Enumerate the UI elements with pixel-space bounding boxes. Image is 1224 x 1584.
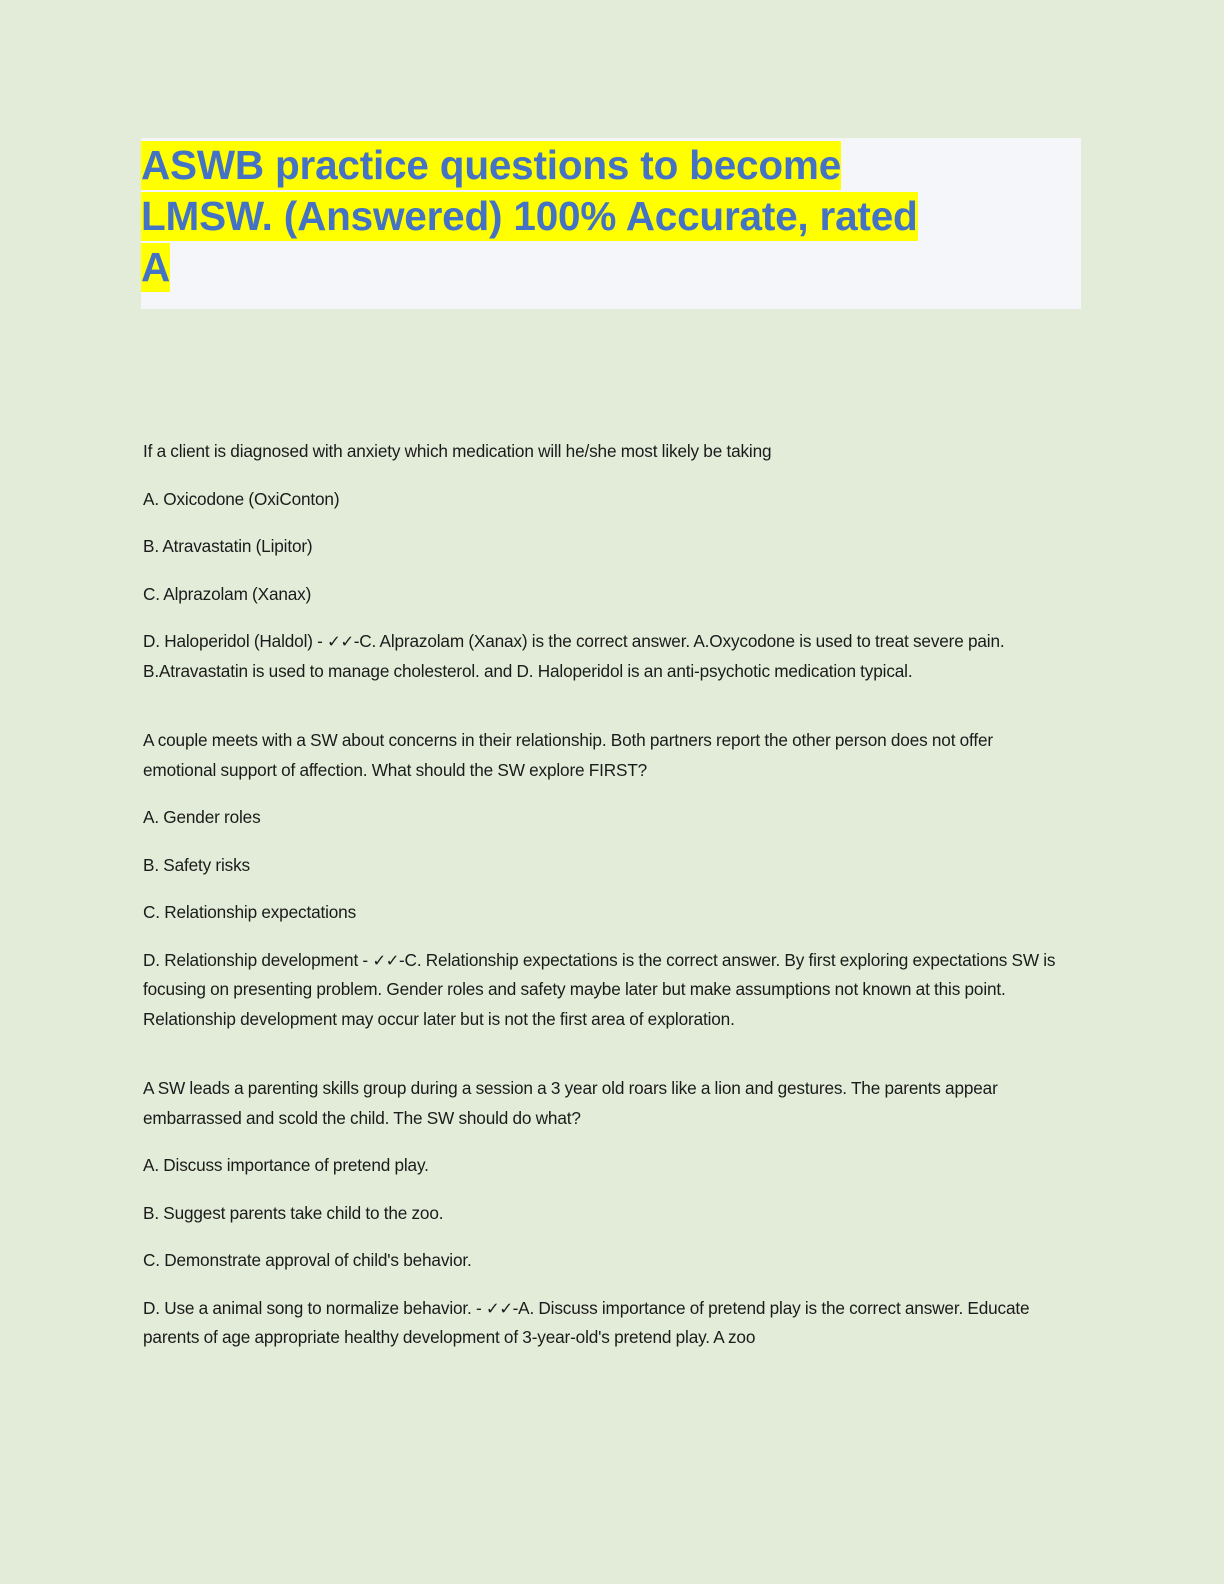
title-line-2: LMSW. (Answered) 100% Accurate, rated <box>141 193 918 239</box>
question-block <box>143 726 1065 1034</box>
checkmark-icon: ✓✓ <box>327 632 354 651</box>
question-stem: If a client is diagnosed with anxiety which medication will he/she most likely be taking <box>143 441 772 461</box>
answer-option: B. Suggest parents take child to the zoo. <box>143 1202 444 1223</box>
document-body <box>143 437 1065 1353</box>
explanation-text: -C. Alprazolam (Xanax) is the correct answer. A.Oxycodone is used to treat severe pain. B.Atravastatin is used to manage cholesterol. and D. Haloperidol is an anti-psychotic medication typical. <box>143 631 1005 681</box>
answer-option: C. Relationship expectations <box>143 902 357 922</box>
checkmark-icon: ✓✓ <box>485 1298 513 1318</box>
answer-option: A. Gender roles <box>143 807 261 827</box>
answer-option: C. Demonstrate approval of child's behavior. <box>143 1250 472 1270</box>
answer-option: B. Safety risks <box>143 854 250 875</box>
title-line-1: ASWB practice questions to become <box>141 142 842 188</box>
question-stem: A SW leads a parenting skills group during a session a 3 year old roars like a lion and gestures. The parents appear embarrassed and scold the child. The SW should do what? <box>143 1078 998 1128</box>
title-line-3: A <box>141 244 171 290</box>
question-block <box>143 1074 1065 1353</box>
answer-option: B. Atravastatin (Lipitor) <box>143 536 313 556</box>
answer-explanation <box>143 946 1065 1035</box>
answer-option: A. Oxicodone (OxiConton) <box>143 488 340 509</box>
answer-option-last: D. Use a animal song to normalize behavior. - <box>143 1297 486 1318</box>
page-title <box>141 140 1101 293</box>
answer-option-last: D. Haloperidol (Haldol) - <box>143 631 328 651</box>
explanation-text: -C. Relationship expectations is the correct answer. By first exploring expectations SW is focusing on presenting problem. Gender roles and safety maybe later but make assumptions not known at this point. Relationship development may occur later but is not the first area of exploration. <box>143 949 1056 1029</box>
answer-option: C. Alprazolam (Xanax) <box>143 583 312 604</box>
answer-option: A. Discuss importance of pretend play. <box>143 1155 429 1175</box>
question-stem: A couple meets with a SW about concerns in their relationship. Both partners report the other person does not offer emotional support of affection. What should the SW explore FIRST? <box>143 730 993 780</box>
checkmark-icon: ✓✓ <box>372 950 399 970</box>
answer-explanation <box>143 1294 1065 1353</box>
answer-option-last: D. Relationship development - <box>143 949 373 970</box>
explanation-text: -A. Discuss importance of pretend play is the correct answer. Educate parents of age appropriate healthy development of 3-year-old's pretend play. A zoo <box>143 1297 1030 1347</box>
question-block <box>143 437 1065 686</box>
answer-explanation <box>143 627 1065 686</box>
